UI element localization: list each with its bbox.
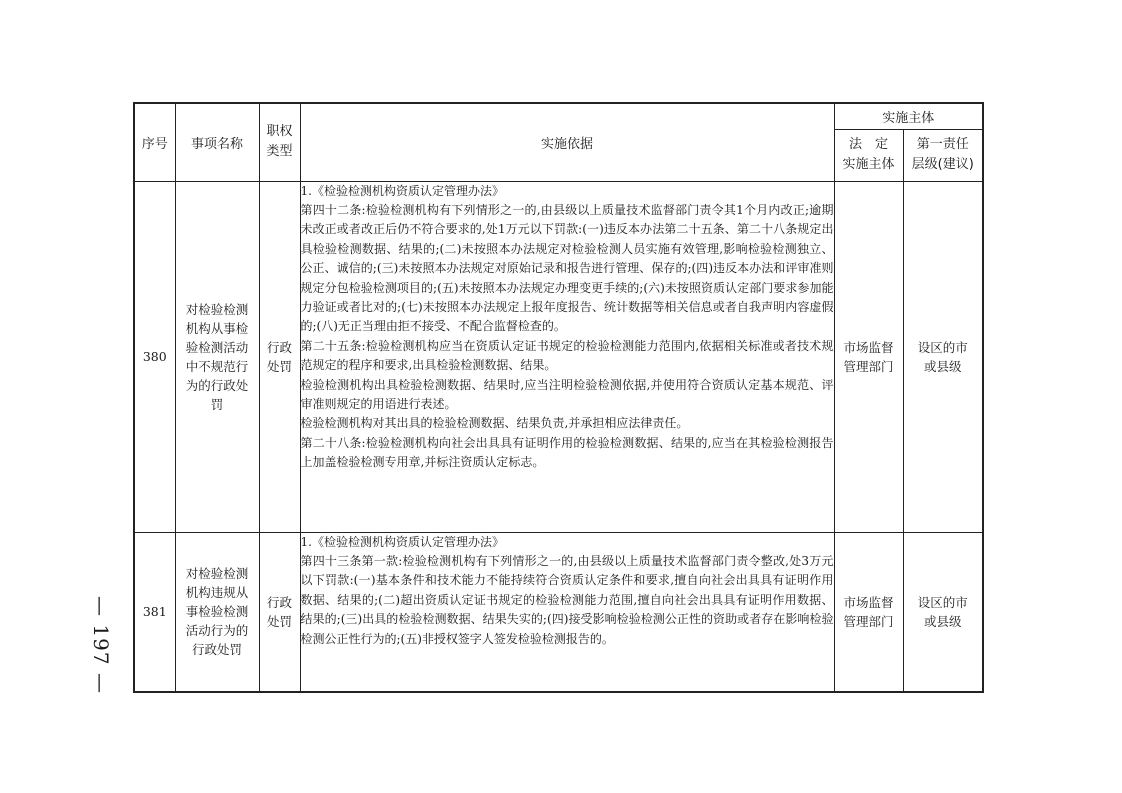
header-authority-type-line1: 职权 xyxy=(266,124,293,140)
row-seq: 380 xyxy=(134,181,175,532)
header-responsibility-level xyxy=(903,129,983,181)
page-number-text: — 197 — xyxy=(89,596,114,694)
basis-paragraph: 第四十三条第一款:检验检测机构有下列情形之一的,由县级以上质量技术监督部门责令整改,处3万元以下罚款:(一)基本条件和技术能力不能持续符合资质认定条件和要求,擅自向社会出具具有证明作用数据、结果的;(二)超出资质认定证书规定的检验检测能力范围,擅自向社会出具具有证明作用数据、结果的;(三)出具的检验检测数据、结果失实的;(四)接受影响检验检测公正性的资助或者存在影响检验检测公正性行为的;(五)非授权签字人签发检验检测报告的。 xyxy=(300,553,834,646)
row-legal-subject: 市场监督管理部门 xyxy=(834,181,903,532)
basis-paragraph: 1.《检验检测机构资质认定管理办法》 xyxy=(300,183,504,198)
row-seq: 381 xyxy=(134,532,175,692)
row-basis xyxy=(300,532,834,692)
row-responsibility-level: 设区的市或县级 xyxy=(903,181,983,532)
row-basis xyxy=(300,181,834,532)
basis-paragraph: 第二十五条:检验检测机构应当在资质认定证书规定的检验检测能力范围内,依据相关标准或者技术规范规定的程序和要求,出具检验检测数据、结果。 xyxy=(300,338,834,373)
header-authority-type-line2: 类型 xyxy=(266,144,293,160)
basis-paragraph: 检验检测机构对其出具的检验检测数据、结果负责,并承担相应法律责任。 xyxy=(300,416,689,431)
row-item-name: 对检验检测机构从事检验检测活动中不规范行为的行政处罚 xyxy=(175,181,259,532)
header-responsibility-level-line2: 层级(建议) xyxy=(911,157,974,172)
basis-paragraph: 第二十八条:检验检测机构向社会出具具有证明作用的检验检测数据、结果的,应当在其检验检测报告上加盖检验检测专用章,并标注资质认定标志。 xyxy=(300,435,834,470)
header-authority-type xyxy=(259,103,300,181)
row-item-name: 对检验检测机构违规从事检验检测活动行为的行政处罚 xyxy=(175,532,259,692)
enforcement-items-table xyxy=(133,102,984,693)
table-row xyxy=(134,181,983,532)
header-legal-subject xyxy=(834,129,903,181)
header-subject: 实施主体 xyxy=(834,103,983,129)
row-authority-type: 行政处罚 xyxy=(259,532,300,692)
header-basis: 实施依据 xyxy=(300,103,834,181)
page-number xyxy=(86,590,116,700)
header-responsibility-level-line1: 第一责任 xyxy=(916,137,969,152)
row-legal-subject: 市场监督管理部门 xyxy=(834,532,903,692)
header-legal-subject-line1: 法 定 xyxy=(848,137,888,152)
row-responsibility-level: 设区的市或县级 xyxy=(903,532,983,692)
header-legal-subject-line2: 实施主体 xyxy=(842,157,895,172)
table-row xyxy=(134,532,983,692)
basis-paragraph: 1.《检验检测机构资质认定管理办法》 xyxy=(300,534,504,549)
header-item-name: 事项名称 xyxy=(175,103,259,181)
basis-paragraph: 检验检测机构出具检验检测数据、结果时,应当注明检验检测依据,并使用符合资质认定基本规范、评审准则规定的用语进行表述。 xyxy=(300,377,834,411)
header-seq: 序号 xyxy=(134,103,175,181)
row-authority-type: 行政处罚 xyxy=(259,181,300,532)
basis-paragraph: 第四十二条:检验检测机构有下列情形之一的,由县级以上质量技术监督部门责令其1个月内改正;逾期未改正或者改正后仍不符合要求的,处1万元以下罚款:(一)违反本办法第二十五条、第二十八条规定出具检验检测数据、结果的;(二)未按照本办法规定对检验检测人员实施有效管理,影响检验检测独立、公正、诚信的;(三)未按照本办法规定对原始记录和报告进行管理、保存的;(四)违反本办法和评审准则规定分包检验检测项目的;(五)未按照本办法规定办理变更手续的;(六)未按照资质认定部门要求参加能力验证或者比对的;(七)未按照本办法规定上报年度报告、统计数据等相关信息或者自我声明内容虚假的;(八)无正当理由拒不接受、不配合监督检查的。 xyxy=(300,202,834,334)
